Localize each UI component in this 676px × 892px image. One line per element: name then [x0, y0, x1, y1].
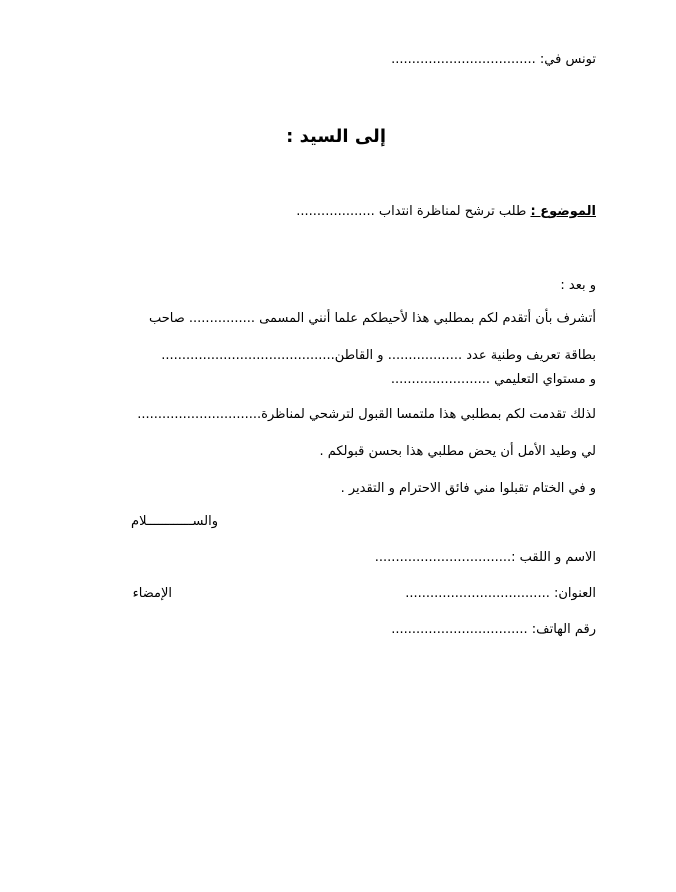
- signature-label: الإمضاء: [132, 586, 172, 601]
- phone-field: رقم الهاتف: .................................: [391, 622, 596, 637]
- paragraph-3: لي وطيد الأمل أن يحض مطلبي هذا بحسن قبولكم .: [319, 444, 596, 459]
- closing-salutation: والســــــــــــلام: [131, 514, 218, 529]
- address-field: العنوان: ...................................: [405, 586, 596, 601]
- paragraph-1-line-3: و مستواي التعليمي ........................: [390, 372, 596, 387]
- subject-line: [296, 204, 596, 219]
- greeting: و بعد :: [560, 278, 596, 293]
- name-field: الاسم و اللقب :.................................: [374, 550, 596, 565]
- subject-text: طلب ترشح لمناظرة انتداب ...................: [296, 204, 527, 219]
- paragraph-4: و في الختام تقبلوا مني فائق الاحترام و التقدير .: [340, 481, 596, 496]
- addressee-heading: إلى السيد :: [286, 126, 386, 147]
- paragraph-1-line-2: بطاقة تعريف وطنية عدد .................. و القاطن..........................................: [161, 348, 596, 363]
- paragraph-1-line-1: أتشرف بأن أتقدم لكم بمطلبي هذا لأحيطكم علما أنني المسمى ................ صاحب: [148, 311, 596, 326]
- place-date-line: تونس في: ...................................: [391, 52, 596, 67]
- subject-label: الموضوع :: [530, 204, 596, 219]
- paragraph-2: لذلك تقدمت لكم بمطلبي هذا ملتمسا القبول لترشحي لمناظرة..............................: [137, 407, 596, 422]
